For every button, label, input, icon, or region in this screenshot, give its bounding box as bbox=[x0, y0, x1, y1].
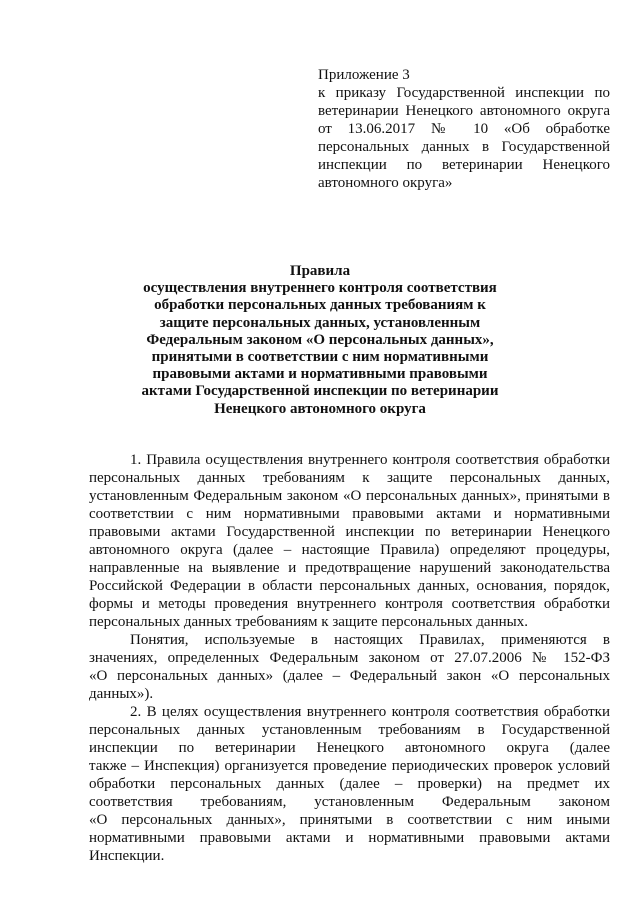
title-line: осуществления внутреннего контроля соответствия bbox=[143, 280, 497, 297]
appendix-header bbox=[318, 66, 610, 192]
title-line: принятыми в соответствии с ним нормативными bbox=[151, 349, 489, 366]
body-line: установленным Федеральным законом «О персональных данных», принятыми в bbox=[89, 488, 610, 504]
title-line: Федеральным законом «О персональных данных», bbox=[146, 331, 494, 348]
body-line: Инспекции. bbox=[89, 848, 165, 864]
body-line: формы и методы проведения внутреннего контроля соответствия обработки bbox=[89, 596, 610, 612]
title-line: защите персональных данных, установленным bbox=[159, 314, 481, 331]
appendix-line: к приказу Государственной инспекции по bbox=[318, 85, 610, 101]
body-line: 2. В целях осуществления внутреннего контроля соответствия обработки bbox=[130, 704, 610, 720]
document-body bbox=[89, 451, 610, 865]
body-line: правовыми актами Государственной инспекции по ветеринарии Ненецкого bbox=[89, 524, 610, 540]
appendix-line: Приложение 3 bbox=[318, 67, 410, 83]
appendix-line: от 13.06.2017 № 10 «Об обработке bbox=[318, 121, 610, 137]
body-line: значениях, определенных Федеральным законом от 27.07.2006 № 152-ФЗ bbox=[89, 650, 610, 666]
document-title bbox=[110, 263, 530, 418]
appendix-line: ветеринарии Ненецкого автономного округа bbox=[318, 103, 610, 119]
body-line: инспекции по ветеринарии Ненецкого автономного округа (далее bbox=[89, 740, 610, 756]
body-line: персональных данных требованиям к защите персональных данных. bbox=[89, 614, 528, 630]
paragraph-1 bbox=[89, 451, 610, 631]
body-line: соответствия требованиям, установленным Федеральным законом bbox=[89, 794, 610, 810]
body-line: персональных данных требованиям к защите персональных данных, bbox=[89, 470, 610, 486]
appendix-line: инспекции по ветеринарии Ненецкого bbox=[318, 157, 610, 173]
body-line: также – Инспекция) организуется проведение периодических проверок условий bbox=[89, 758, 610, 774]
title-line: правовыми актами и нормативными правовыми bbox=[152, 366, 488, 383]
title-line: обработки персональных данных требованиям к bbox=[154, 297, 486, 314]
body-line: соответствии с ним нормативными правовыми актами и нормативными bbox=[89, 506, 610, 522]
body-line: нормативными правовыми актами и нормативными правовыми актами bbox=[89, 830, 610, 846]
body-line: Понятия, используемые в настоящих Правилах, применяются в bbox=[130, 632, 610, 648]
body-line: Российской Федерации в области персональных данных, основания, порядок, bbox=[89, 578, 610, 594]
appendix-line: персональных данных в Государственной bbox=[318, 139, 610, 155]
body-line: «О персональных данных», принятыми в соответствии с ним иными bbox=[89, 812, 610, 828]
appendix-line: автономного округа» bbox=[318, 175, 453, 191]
body-line: 1. Правила осуществления внутреннего контроля соответствия обработки bbox=[130, 452, 610, 468]
body-line: направленные на выявление и предотвращение нарушений законодательства bbox=[89, 560, 610, 576]
title-line: актами Государственной инспекции по ветеринарии bbox=[141, 383, 499, 400]
body-line: обработки персональных данных (далее – проверки) на предмет их bbox=[89, 776, 610, 792]
title-line: Ненецкого автономного округа bbox=[214, 400, 426, 417]
title-line: Правила bbox=[289, 263, 351, 279]
body-line: данных»). bbox=[89, 686, 154, 702]
body-line: «О персональных данных» (далее – Федеральный закон «О персональных bbox=[89, 668, 610, 684]
body-line: персональных данных установленным требованиям в Государственной bbox=[89, 722, 610, 738]
paragraph-3 bbox=[89, 703, 610, 865]
body-line: автономного округа (далее – настоящие Правила) определяют процедуры, bbox=[89, 542, 610, 558]
paragraph-2 bbox=[89, 631, 610, 703]
